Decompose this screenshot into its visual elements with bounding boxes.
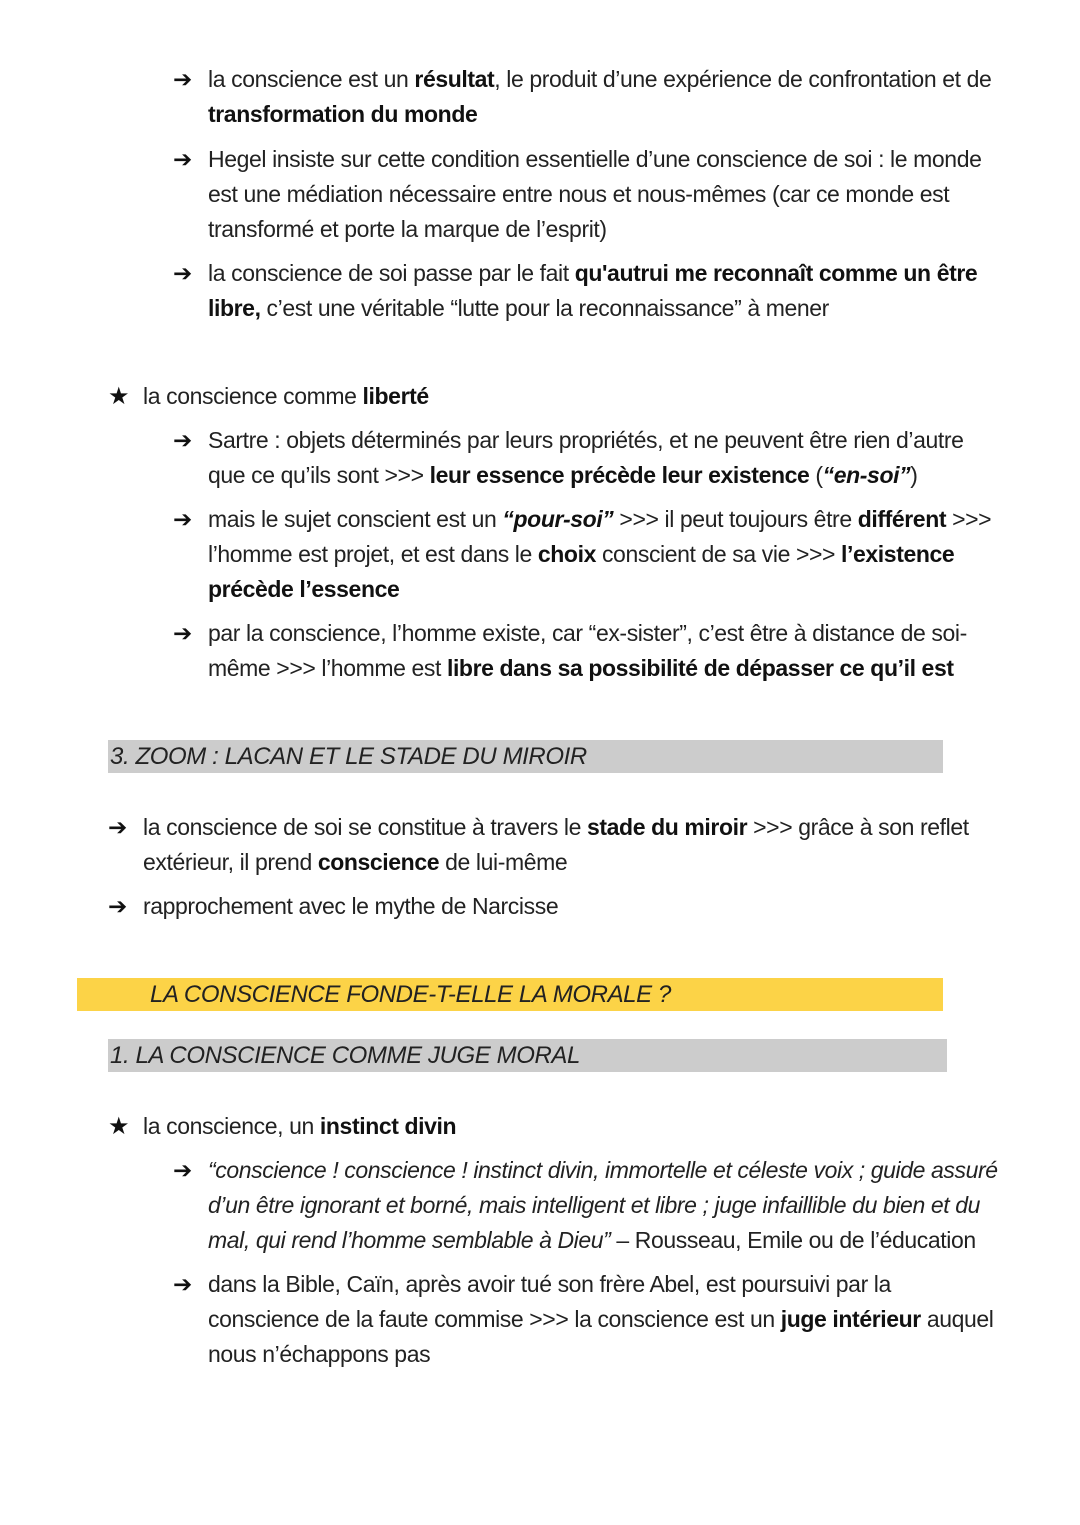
heading-conscience-liberte: ★ la conscience comme liberté	[108, 379, 988, 414]
arrow-icon: ➔	[173, 620, 193, 646]
section-3-title: 3. ZOOM : LACAN ET LE STADE DU MIROIR	[108, 740, 943, 773]
section-1-title: 1. LA CONSCIENCE COMME JUGE MORAL	[108, 1039, 947, 1072]
bullet-hegel-mediation: ➔ Hegel insiste sur cette condition essentielle d’une conscience de soi : le monde est une médiation nécessaire entre nous et nous-mêmes (car ce monde est transformé et porte la marque de l’esprit)	[173, 142, 1003, 247]
arrow-icon: ➔	[173, 1157, 193, 1183]
heading-instinct-divin: ★ la conscience, un instinct divin	[108, 1109, 988, 1144]
arrow-icon: ➔	[108, 893, 128, 919]
arrow-icon: ➔	[173, 66, 193, 92]
rousseau-quote: “conscience ! conscience ! instinct divin, immortelle et céleste voix ; guide assuré d’un être ignorant et borné, mais intelligent et libre ; juge infaillible du bien et du mal, qui rend l’homme semblable à Dieu”	[208, 1157, 998, 1253]
arrow-icon: ➔	[173, 1271, 193, 1297]
rousseau-citation: – Rousseau, Emile ou de l’éducation	[610, 1227, 976, 1253]
bullet-hegel-recognition: ➔ la conscience de soi passe par le fait qu'autrui me reconnaît comme un être libre, c’est une véritable “lutte pour la reconnaissance” à mener	[173, 256, 1003, 326]
bullet-lacan-miroir: ➔ la conscience de soi se constitue à travers le stade du miroir >>> grâce à son reflet extérieur, il prend conscience de lui-même	[108, 810, 1003, 880]
arrow-icon: ➔	[108, 814, 128, 840]
arrow-icon: ➔	[173, 427, 193, 453]
part-title: LA CONSCIENCE FONDE-T-ELLE LA MORALE ?	[77, 978, 943, 1011]
bullet-lacan-narcisse: ➔ rapprochement avec le mythe de Narcisse	[108, 889, 1003, 924]
star-icon: ★	[108, 1113, 130, 1140]
bullet-sartre-en-soi: ➔ Sartre : objets déterminés par leurs propriétés, et ne peuvent être rien d’autre que ce qu’ils sont >>> leur essence précède leur existence (“en-soi”)	[173, 423, 1003, 493]
arrow-icon: ➔	[173, 506, 193, 532]
bullet-hegel-result: ➔ la conscience est un résultat, le produit d’une expérience de confrontation et de transformation du monde	[173, 62, 1003, 132]
arrow-icon: ➔	[173, 146, 193, 172]
arrow-icon: ➔	[173, 260, 193, 286]
star-icon: ★	[108, 383, 130, 410]
bullet-sartre-pour-soi: ➔ mais le sujet conscient est un “pour-soi” >>> il peut toujours être différent >>> l’homme est projet, et est dans le choix conscient de sa vie >>> l’existence précède l’essence	[173, 502, 1003, 607]
bullet-cain-abel: ➔ dans la Bible, Caïn, après avoir tué son frère Abel, est poursuivi par la conscience de la faute commise >>> la conscience est un juge intérieur auquel nous n’échappons pas	[173, 1267, 1003, 1372]
bullet-rousseau-quote	[173, 1153, 1003, 1258]
bullet-sartre-ex-sister: ➔ par la conscience, l’homme existe, car “ex-sister”, c’est être à distance de soi-même >>> l’homme est libre dans sa possibilité de dépasser ce qu’il est	[173, 616, 1003, 686]
